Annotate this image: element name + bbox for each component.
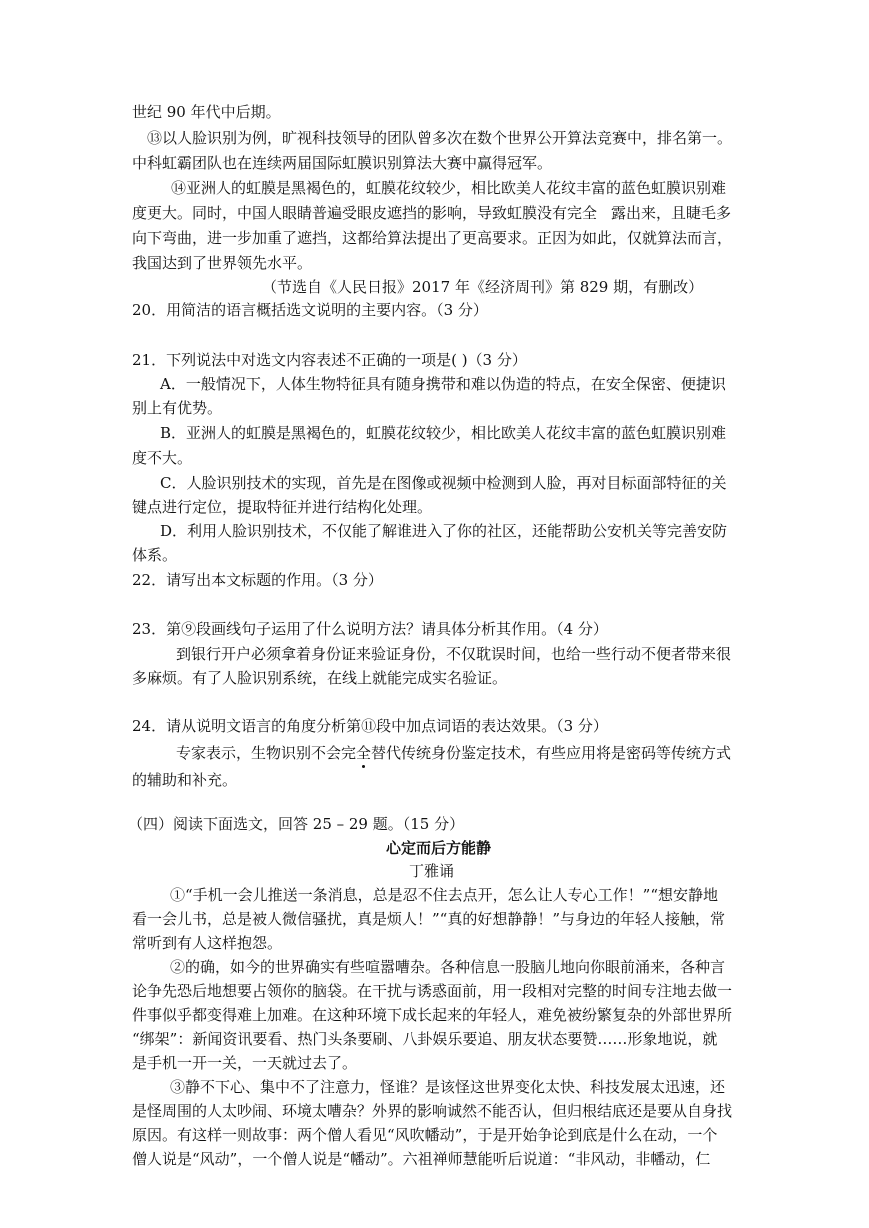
option-b-line: B．亚洲人的虹膜是黑褐色的，虹膜花纹较少，相比欧美人花纹丰富的蓝色虹膜识别难 [160, 424, 727, 442]
option-a-line: 别上有优势。 [132, 399, 223, 417]
article-author: 丁雅诵 [409, 862, 455, 880]
option-a-line: A．一般情况下，人体生物特征具有随身携带和难以伪造的特点，在安全保密、便捷识 [160, 375, 726, 393]
article-paragraph-1-line: 看一会儿书，总是被人微信骚扰，真是烦人！”“真的好想静静！”与身边的年轻人接触，常 [132, 910, 726, 928]
passage-line: 世纪 90 年代中后期。 [132, 103, 281, 121]
article-paragraph-3-line: 原因。有这样一则故事：两个僧人看见“风吹幡动”，于是开始争论到底是什么在动，一个 [132, 1126, 718, 1144]
article-paragraph-2-line: ②的确，如今的世界确实有些喧嚣嘈杂。各种信息一股脑儿地向你眼前涌来，各种言 [170, 958, 726, 976]
article-paragraph-1-line: ①“手机一会儿推送一条消息，总是忍不住去点开，怎么让人专心工作！”“想安静地 [170, 886, 719, 904]
option-d-line: D．利用人脸识别技术，不仅能了解谁进入了你的社区，还能帮助公安机关等完善安防 [160, 522, 728, 540]
emphasis-dotted-word: 全 [356, 744, 372, 762]
option-c-line: 键点进行定位，提取特征并进行结构化处理。 [132, 498, 433, 516]
question-24-quote-line: 的辅助和补充。 [132, 771, 238, 789]
option-c-line: C．人脸识别技术的实现，首先是在图像或视频中检测到人脸，再对目标面部特征的关 [160, 474, 727, 492]
paragraph-14-line: 向下弯曲，进一步加重了遮挡，这都给算法提出了更高要求。正因为如此，仅就算法而言， [132, 229, 733, 247]
question-23-quote-line: 多麻烦。有了人脸识别系统，在线上就能完成实名验证。 [132, 669, 508, 687]
paragraph-14-line: 度更大。同时，中国人眼睛普遍受眼皮遮挡的影响，导致虹膜没有完全 露出来，且睫毛多 [132, 204, 732, 222]
article-paragraph-3-line: 是怪周围的人太吵闹、环境太嘈杂？外界的影响诚然不能否认，但归根结底还是要从自身找 [132, 1102, 733, 1120]
question-20: 20．用简洁的语言概括选文说明的主要内容。（3 分） [132, 301, 488, 319]
article-paragraph-3-line: ③静不下心、集中不了注意力，怪谁？是该怪这世界变化太快、科技发展太迅速，还 [170, 1078, 726, 1096]
question-23: 23．第⑨段画线句子运用了什么说明方法？请具体分析其作用。（4 分） [132, 620, 608, 638]
question-24-quote-line: 专家表示，生物识别不会完全替代传统身份鉴定技术，有些应用将是密码等传统方式 [176, 744, 732, 762]
question-22: 22．请写出本文标题的作用。（3 分） [132, 571, 383, 589]
article-paragraph-3-line: 僧人说是“风动”，一个僧人说是“幡动”。六祖禅师慧能听后说道：“非风动，非幡动，仁 [132, 1150, 711, 1168]
paragraph-14-line: 我国达到了世界领先水平。 [132, 254, 313, 272]
article-paragraph-2-line: “绑架”：新闻资讯要看、热门头条要刷、八卦娱乐要追、朋友状态要赞……形象地说，就 [132, 1030, 718, 1048]
question-23-quote-line: 到银行开户必须拿着身份证来验证身份，不仅耽误时间，也给一些行动不便者带来很 [176, 645, 732, 663]
option-b-line: 度不大。 [132, 449, 193, 467]
article-paragraph-2-line: 是手机一开一关，一天就过去了。 [132, 1054, 358, 1072]
article-title: 心定而后方能静 [386, 839, 492, 857]
article-paragraph-1-line: 常听到有人这样抱怨。 [132, 934, 283, 952]
question-24: 24．请从说明文语言的角度分析第⑪段中加点词语的表达效果。（3 分） [132, 717, 608, 735]
section-heading: （四）阅读下面选文，回答 25 – 29 题。（15 分） [128, 815, 465, 833]
paragraph-14-line: ⑭亚洲人的虹膜是黑褐色的，虹膜花纹较少，相比欧美人花纹丰富的蓝色虹膜识别难 [171, 179, 727, 197]
source-citation: （节选自《人民日报》2017 年《经济周刊》第 829 期，有删改） [262, 278, 704, 296]
article-paragraph-2-line: 件事似乎都变得难上加难。在这种环境下成长起来的年轻人，难免被纷繁复杂的外部世界所 [132, 1006, 733, 1024]
paragraph-13-line: 中科虹霸团队也在连续两届国际虹膜识别算法大赛中赢得冠军。 [132, 154, 553, 172]
option-d-line: 体系。 [132, 546, 178, 564]
paragraph-13-line: ⑬以人脸识别为例，旷视科技领导的团队曾多次在数个世界公开算法竞赛中，排名第一。 [147, 129, 733, 147]
article-paragraph-2-line: 论争先恐后地想要占领你的脑袋。在干扰与诱惑面前，用一段相对完整的时间专注地去做一 [132, 982, 733, 1000]
question-21: 21．下列说法中对选文内容表述不正确的一项是( )（3 分） [132, 351, 527, 369]
